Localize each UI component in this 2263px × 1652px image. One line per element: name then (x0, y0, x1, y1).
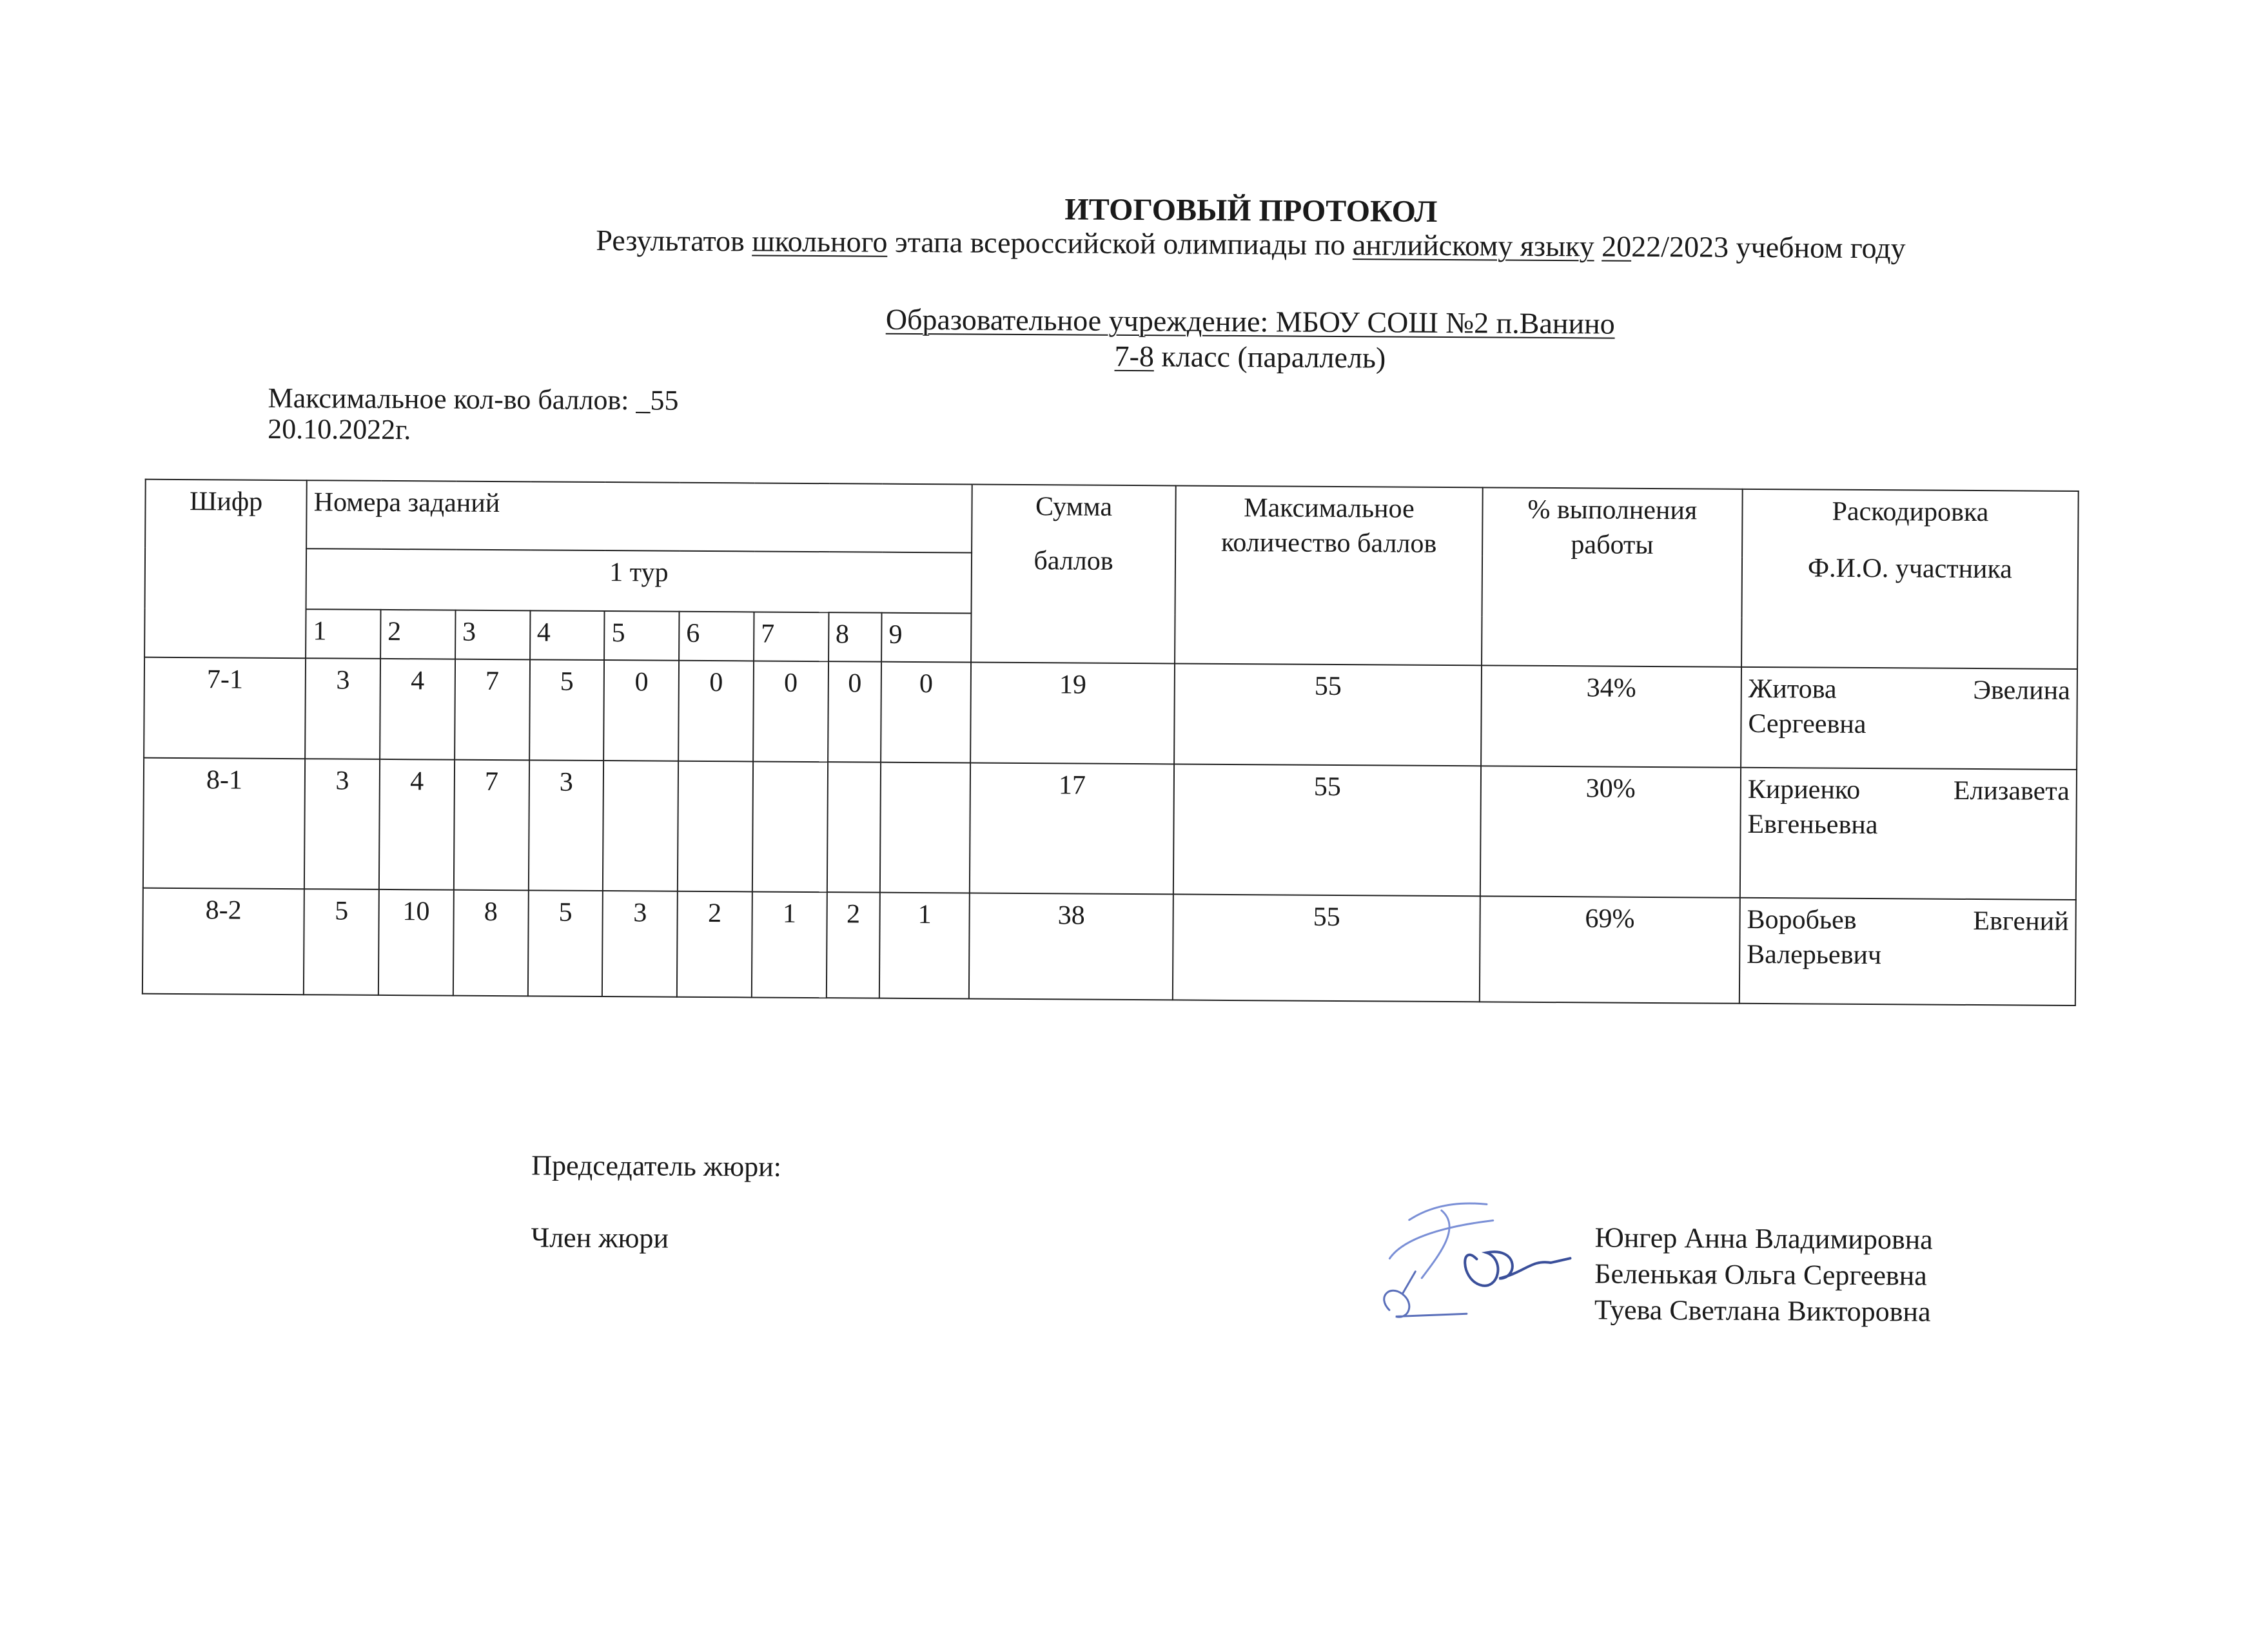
row-cipher: 8-1 (143, 758, 305, 889)
task-score: 4 (380, 659, 455, 760)
task-score: 0 (828, 661, 882, 763)
task-score: 3 (305, 658, 380, 759)
participant-patronymic: Евгеньевна (1747, 809, 1878, 841)
header-sum-line1: Сумма (1035, 492, 1113, 522)
jury-name: Юнгер Анна Владимировна (1594, 1221, 1933, 1256)
task-score: 3 (304, 759, 380, 889)
grade-rest: класс (параллель) (1161, 340, 1386, 374)
row-cipher: 8-2 (142, 888, 304, 995)
task-number: 1 (306, 609, 380, 659)
document-title: ИТОГОВЫЙ ПРОТОКОЛ (1064, 192, 1438, 229)
task-score: 0 (881, 662, 971, 763)
header-decode-line2: Ф.И.О. участника (1807, 553, 2013, 585)
participant-surname: Кириенко (1747, 774, 1861, 805)
subtitle-year-rest: 22/2023 учебном году (1631, 229, 1906, 265)
header-max-points: Максимальное количество баллов (1175, 485, 1482, 665)
task-score: 0 (603, 660, 679, 761)
participant-surname: Житова (1748, 674, 1837, 705)
participant-first-name: Елизавета (1953, 775, 2070, 806)
task-number: 2 (380, 610, 455, 659)
task-number: 4 (530, 610, 605, 660)
row-participant-name (1739, 898, 2076, 1006)
task-number: 3 (455, 610, 530, 660)
header-percent: % выполнения работы (1482, 487, 1743, 666)
task-score: 5 (527, 890, 603, 996)
row-percent: 34% (1481, 665, 1741, 767)
subtitle-year-underlined: 20 (1602, 229, 1632, 263)
jury-name: Беленькая Ольга Сергеевна (1594, 1258, 1927, 1292)
header-cipher: Шифр (144, 480, 307, 659)
task-score (827, 762, 881, 893)
task-score (603, 761, 678, 891)
row-percent: 69% (1480, 896, 1740, 1003)
task-score: 10 (378, 889, 454, 996)
task-number: 9 (881, 613, 971, 663)
jury-name: Туева Светлана Викторовна (1594, 1294, 1931, 1328)
handwritten-signature (1364, 1181, 1596, 1330)
max-points-line: Максимальное кол-во баллов: _55 (268, 382, 679, 416)
jury-member-label: Член жюри (531, 1221, 669, 1254)
task-score: 4 (379, 759, 455, 890)
header-decode-line1: Раскодировка (1832, 496, 1989, 528)
row-sum: 19 (970, 663, 1175, 764)
row-sum: 38 (969, 893, 1173, 1000)
task-score: 3 (528, 760, 603, 891)
task-score: 7 (455, 659, 530, 761)
header-sum (971, 485, 1176, 664)
task-score: 0 (678, 661, 754, 762)
results-table (142, 479, 2079, 1006)
subtitle-subject: английскому языку (1352, 228, 1594, 263)
protocol-date: 20.10.2022г. (268, 413, 411, 446)
jury-names (1594, 1220, 1933, 1330)
task-score: 8 (453, 890, 529, 996)
subtitle-stage: школьного (752, 224, 888, 258)
row-max: 55 (1173, 894, 1480, 1002)
row-participant-name (1740, 768, 2077, 900)
task-score: 5 (529, 659, 605, 761)
task-score: 0 (753, 661, 828, 762)
task-score: 5 (304, 889, 379, 995)
participant-first-name: Евгений (1973, 906, 2069, 937)
task-score (880, 763, 970, 893)
participant-patronymic: Сергеевна (1748, 708, 1866, 739)
task-score: 2 (677, 891, 752, 998)
jury-chair-label: Председатель жюри: (531, 1149, 782, 1183)
table-header-row-1 (145, 480, 2079, 559)
row-max: 55 (1174, 663, 1481, 766)
row-percent: 30% (1480, 766, 1741, 897)
task-number: 6 (679, 612, 754, 661)
task-number: 7 (754, 612, 828, 661)
table-row (144, 657, 2077, 770)
header-task-numbers: Номера заданий (306, 480, 972, 552)
header-decode (1741, 489, 2079, 669)
row-cipher: 7-1 (144, 657, 306, 759)
organization-text: Образовательное учреждение: МБОУ СОШ №2 п.Ванино (885, 302, 1615, 340)
task-score (752, 761, 828, 892)
task-score: 2 (826, 892, 880, 998)
subtitle-middle: этапа всероссийской олимпиады по (894, 225, 1346, 262)
participant-patronymic: Валерьевич (1747, 939, 1882, 971)
row-participant-name (1741, 667, 2077, 770)
task-score: 3 (602, 891, 678, 997)
task-score (678, 761, 753, 892)
header-sum-line2: баллов (1034, 546, 1113, 576)
header-tour: 1 тур (306, 549, 972, 613)
participant-surname: Воробьев (1747, 904, 1857, 935)
task-number: 5 (604, 611, 679, 661)
subtitle-prefix: Результатов (596, 223, 745, 258)
task-score: 1 (752, 891, 827, 998)
table-row (143, 758, 2077, 900)
grade-value: 7-8 (1114, 339, 1155, 373)
task-score: 7 (454, 760, 529, 891)
row-max: 55 (1173, 764, 1481, 896)
table-row (142, 888, 2076, 1006)
task-number: 8 (828, 612, 882, 662)
task-score: 1 (879, 893, 970, 999)
participant-first-name: Эвелина (1973, 675, 2070, 706)
row-sum: 17 (970, 763, 1175, 895)
